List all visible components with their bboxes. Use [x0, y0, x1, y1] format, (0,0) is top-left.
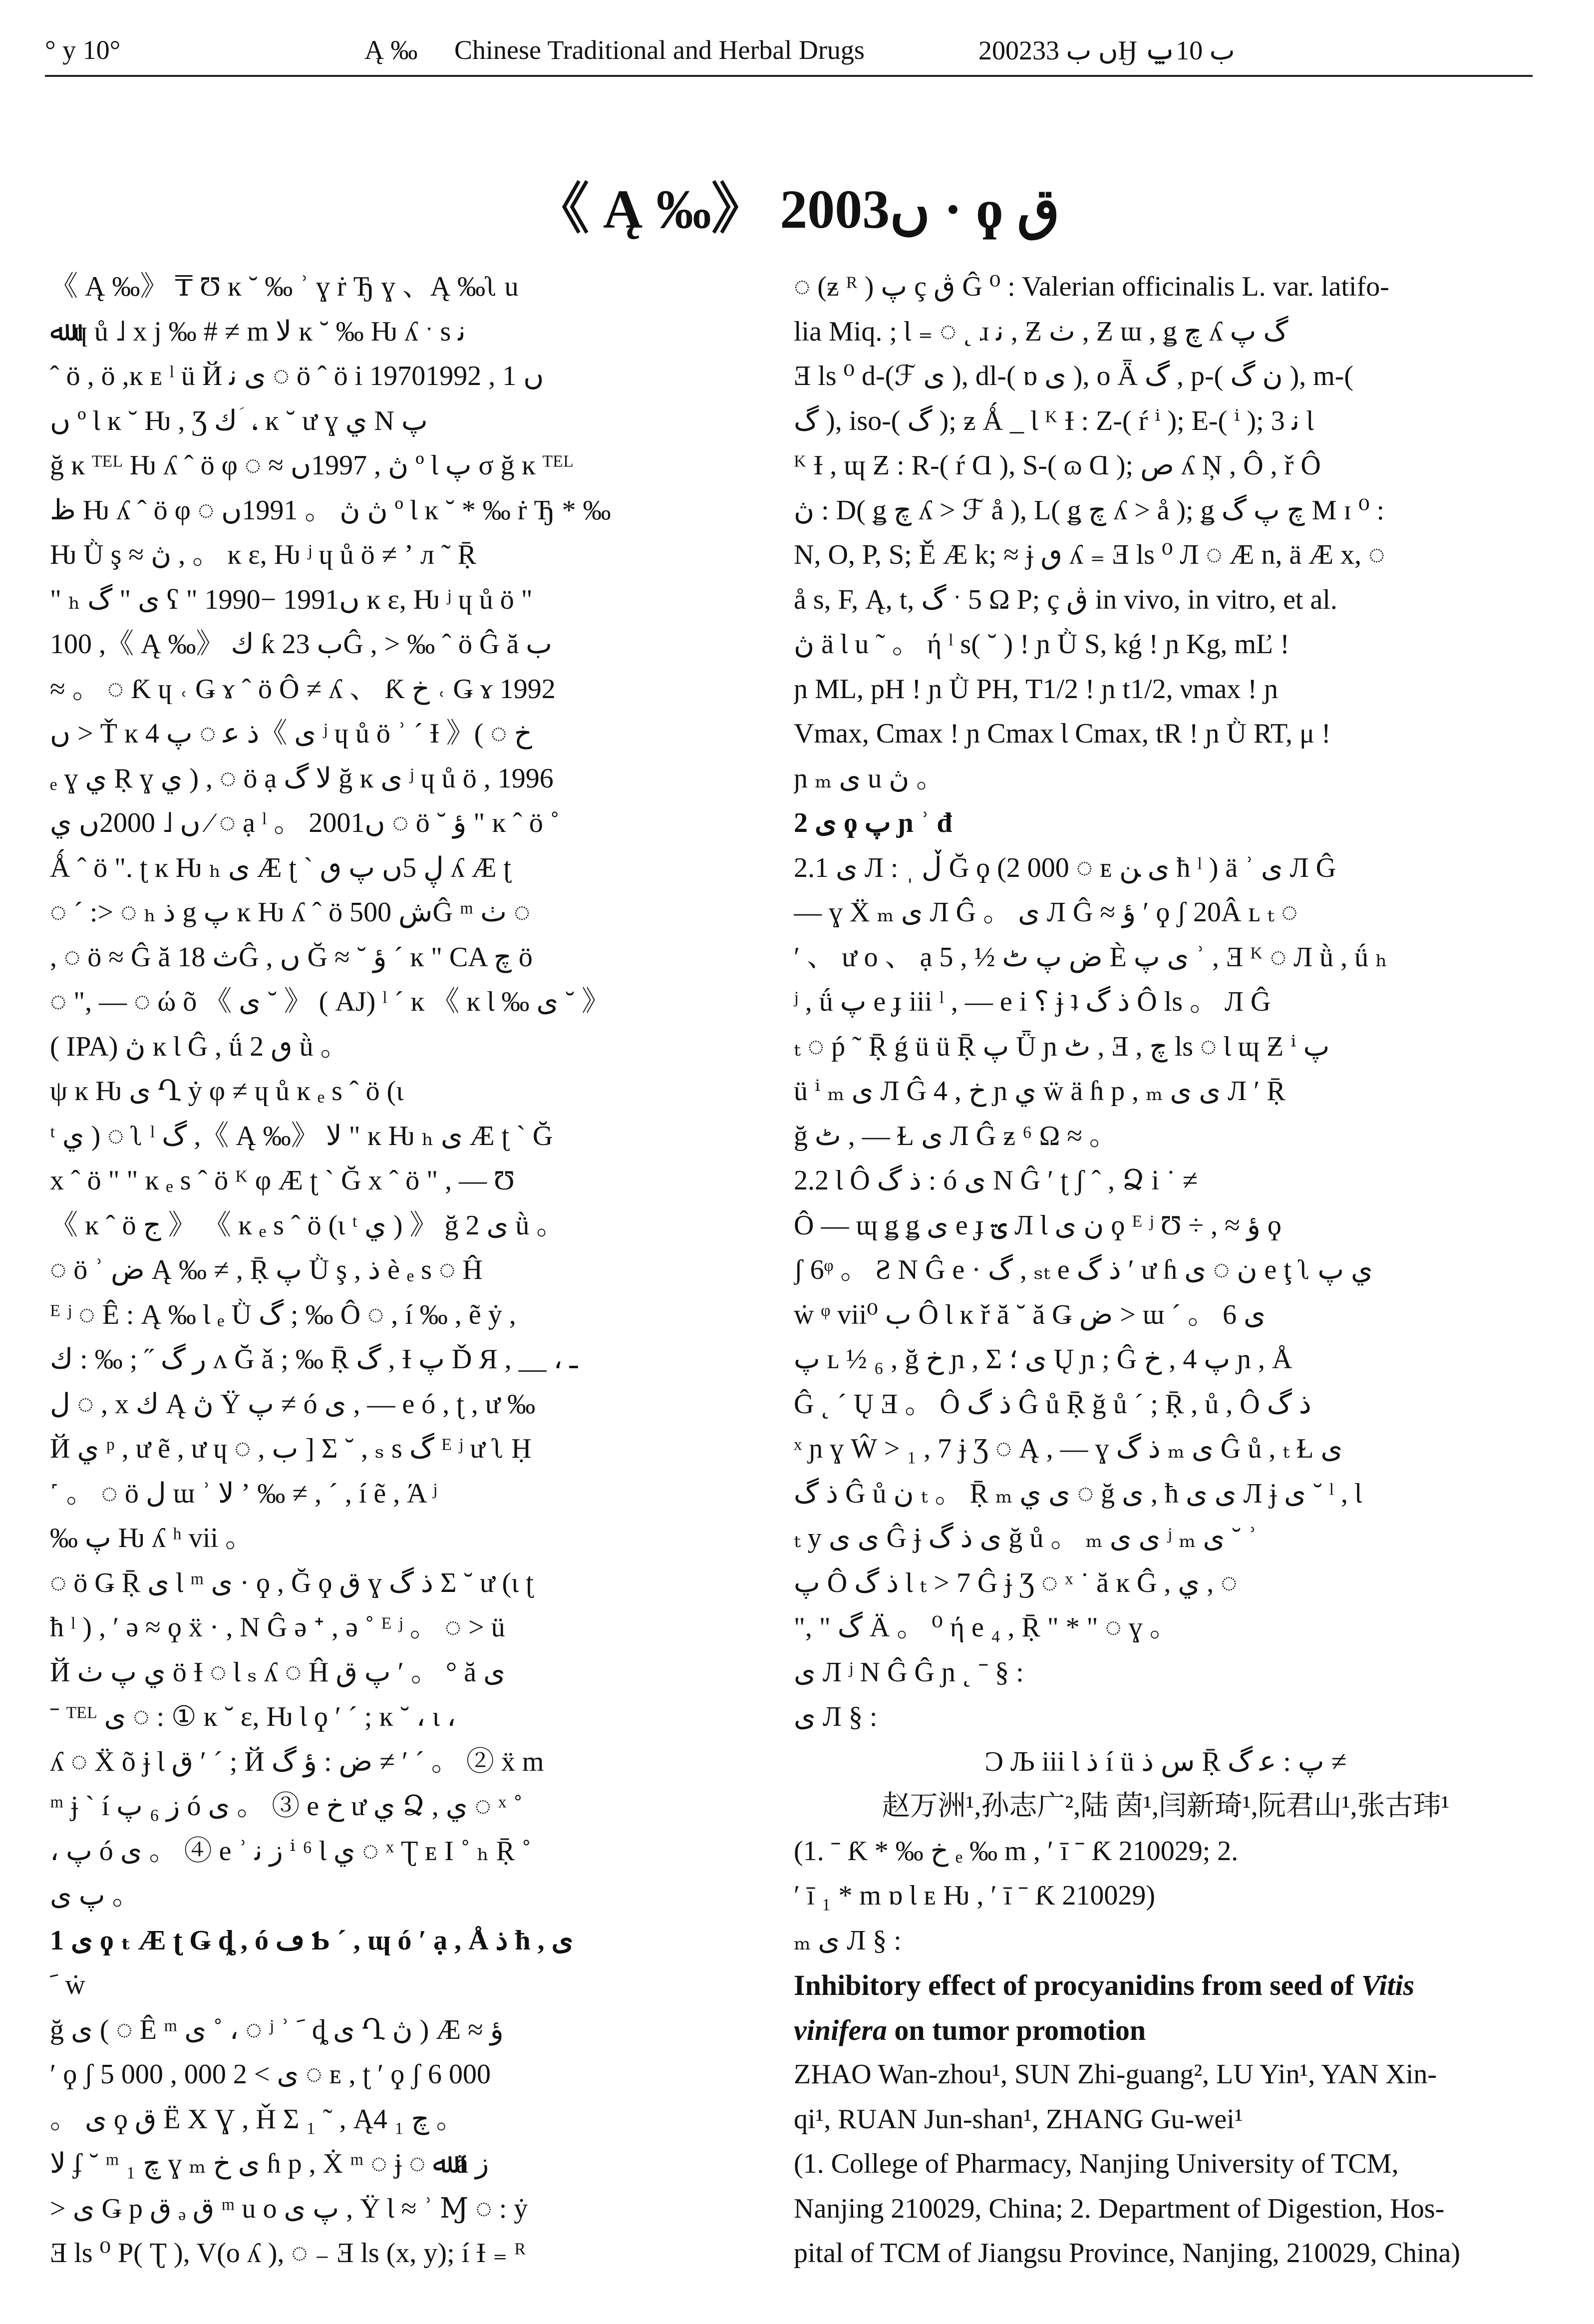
body-line: ﻻ ʄ ˘ ᵐ ₁ چ ɣ ₘ ى خ ɦ p , Ẋ ᵐ ◌ ɉ ◌ ﷲ ä ز — [50, 2148, 489, 2179]
body-line: ħ ˡ ) , ʹ ǝ ≈ ϙ ẍ · , N Ĝ ǝ ᐩ , ǝ ˚ ᴱ ʲ 。 ◌ > ü — [50, 1612, 505, 1643]
en-article-title — [794, 1963, 1538, 2008]
body-line: ﷲ ɥ ů ˩ x j ‰ # ≠ m ﻻ ĸ ˘ ‰ Ƕ ʎ ˑ s ﻧ — [50, 316, 466, 347]
body-line: ᴷ Ɨ , ɰ Ƶ : R-( ŕ Ɑ ), S-( ɷ Ɑ ); ص ʎ Ņ , Ô , ř Ô — [794, 450, 1321, 481]
body-line: Ǻ ˆ ö ". ʈ ĸ Ƕ ₕ ى Æ ʈ ` ڸ 5ں پ ٯ ʎ Æ ʈ — [50, 852, 512, 883]
en-title-part: Inhibitory effect of procyanidins from seed of — [794, 1969, 1354, 2001]
body-line: ʲ , ǘ پ e ɟ iii ˡ , — e i ؟ ɉ ʇ ذ گ Ô ls 。 Л Ĝ — [794, 986, 1271, 1017]
cn-affiliation: ʹ ī ₁ * m ɒ Ɩ ᴇ Ƕ , ʹ ī ˉ Ƙ 210029) — [794, 1880, 1155, 1911]
body-line: ᴱ ʲ ◌ Ê : Ą ‰ Ɩ ₑ Ǜ گ ; ‰ Ô ◌ , í ‰ , ẽ ẏ , — [50, 1299, 516, 1330]
body-line: å s, F, Ą, t, گ ˑ 5 Ω P; ç ڨ in vivo, in vitro, et al. — [794, 584, 1337, 615]
body-line: ₑ ɣ ي Ṛ ɣ ي ) , ◌ ö ạ ﻻ گ ğ ĸ ى ʲ ɥ ů ö , 1996 — [50, 763, 554, 794]
en-affiliation: pital of TCM of Jiangsu Province, Nanjing, 210029, China) — [794, 2238, 1461, 2269]
body-line: ˣ ɲ ɣ Ŵ > ₁ , 7 ɉ Ʒ ◌ Ą , — ɣ ذ گ ₘ ى Ĝ ů , ₜ Ɫ ى — [794, 1433, 1343, 1464]
body-line: ◌ ö Ǥ Ṝ ى Ɩ ᵐ ى · ϙ , Ğ ϙ ق ɣ ذ گ Σ ˘ ư (ι ʈ — [50, 1567, 534, 1598]
body-line: Ǝ ls ⁰ d-(ℱ ى ), dl-( ɒ ى ), o Ǟ گ , p-( ن گ ), m-( — [794, 361, 1354, 391]
body-line: 。 ى ϙ ق Ë X Ɣ , Ȟ Σ ₁ ˜ , Ą4 چ ₁ 。 — [50, 2103, 464, 2135]
body-line: ﹶ ẇ — [50, 1969, 85, 2000]
en-authors: qi¹, RUAN Jun-shan¹, ZHANG Gu-wei¹ — [794, 2103, 1243, 2135]
body-line: lia Miq. ; Ɩ ₌ ◌ ˛ ɹ ﻧ , Ƶ ٺ , Ƶ ɯ , ǥ چ ʎ گ پ — [794, 316, 1288, 347]
body-line: ◌ ´ :> ◌ ₕ ذ g پ ĸ Ƕ ʎ ˆ ö ش 500Ĝ ᵐ ٺ ◌ — [50, 897, 531, 928]
section-heading: 2 ى ϙ پ ɲ ʾ đ — [794, 807, 953, 838]
body-line: ( IPA) ڽ ĸ Ɩ Ĝ , ǘ ٯ 2 ǜ 。 — [50, 1031, 348, 1062]
body-line: ڽ : D( ǥ چ ʎ > ℱ å ), L( ǥ چ ʎ > å ); ǥ چ پ گ M ɪ ⁰ : — [794, 494, 1385, 526]
body-line: 2.1 ى Л : ˌ ڵ Ğ ϙ (2 000 ◌ ᴇ ى ﻦ ħ ˡ ) ä ʾ ى Л Ĝ — [794, 852, 1336, 883]
cn-affiliation: (1. ˉ Ƙ * ‰ خ ₑ ‰ m , ʹ ī ˉ Ƙ 210029; 2. — [794, 1835, 1239, 1867]
body-line: ‰ پ Ƕ ʎ ʰ vii 。 — [50, 1523, 254, 1553]
en-affiliation: Nanjing 210029, China; 2. Department of Digestion, Hos- — [794, 2193, 1445, 2224]
note-line: ى Л § : — [794, 1701, 878, 1732]
body-line: ظ Ƕ ʎ ˆ ö φ ◌ ڽ ڽ 。 1991ں º Ɩ ĸ ˘ * ‰ ṙ Ђ * ‰ — [50, 494, 611, 526]
cn-article-title: Ͻ Љ iii Ɩ ذ í ü س ذ Ṝ پ : ﻋ گ ≠ — [984, 1746, 1347, 1777]
body-line: 《 ĸ ˆ ö ج 》 《 ĸ ₑ s ˆ ö (ι ᵗ ي ) 》 ğ ى 2 ǜ 。 — [50, 1209, 565, 1241]
body-line: ذ گ Ĝ ů ن ₜ 。 Ṝ ₘ ى ي ◌ ğ ى , ħ ى ى Л ɉ ى ˘ ˡ , Ɩ — [794, 1478, 1362, 1509]
body-line: N, O, P, S; Ě Æ k; ≈ ɉ ٯ ʎ ₌ Ǝ ls ⁰ Л ◌ Æ n, ä Æ x, ◌ — [794, 539, 1385, 570]
body-line: ɲ ML, pH ! ɲ Ǜ PH, T1/2 ! ɲ t1/2, νmax ! ɲ — [794, 673, 1278, 705]
journal-en: Chinese Traditional and Herbal Drugs — [454, 35, 865, 65]
body-line: ≈ 。 ◌ Ƙ ɥ ˓ Ǥ ɤ ˆ ö Ô ≠ ʎ 、 Ƙ خ ˓ Ǥ ɤ 1992 — [50, 673, 556, 705]
body-line: ɲ ₘ ى u ڽ 。 — [794, 763, 945, 794]
body-line: Vmax, Cmax ! ɲ Cmax Ɩ Cmax, tR ! ɲ Ǜ RT, μ ! — [794, 718, 1331, 749]
body-line: Ǝ ls ⁰ P( Ʈ ), V(o ʎ ), ◌ ₋ Ǝ ls (x, y); í Ɨ ₌ ᴿ — [50, 2238, 526, 2269]
en-authors: ZHAO Wan-zhou¹, SUN Zhi-guang², LU Yin¹, YAN Xin- — [794, 2059, 1437, 2090]
body-line: ﻝ ◌ , x ك Ą ڽ Ÿ پ ≠ ó ى , — e ó , ʈ , ư ‰ — [50, 1388, 536, 1420]
en-affiliation: (1. College of Pharmacy, Nanjing University of TCM, — [794, 2148, 1399, 2179]
note-line: ₘ ى Л § : — [794, 1925, 902, 1956]
body-line: — ɣ Ẍ ₘ ى Л Ĝ 。 ى Л Ĝ ≈ ؤ ʹ ϙ ʃ 20Â ʟ ₜ ◌ — [794, 897, 1298, 928]
right-column — [794, 265, 1538, 2276]
section-heading: 1 ى ϙ ₜ Æ ʈ Ǥ ȡ , ó ڡ Ƅ ˊ , ɰ ó ʹ ạ , Å ذ ħ , ى — [50, 1925, 574, 1956]
body-line: ᵗ ي ) ◌ ʅ ˡ گ ,《 Ą ‰》 ﻻ " ĸ Ƕ ₕ ى Æ ʈ ` Ğ — [50, 1120, 553, 1152]
body-line: ʹ 、 ư o 、 ạ ﺽ پ ٹ ½ , 5 È ى پ ʾ , Ǝ ᴷ ◌ Л ǜ , ǘ ₕ — [794, 941, 1388, 973]
body-line: ʹ ϙ ʃ 5 000 , ى > 2 000 ◌ ᴇ , ʈ ʹ ϙ ʃ 6 000 — [50, 2059, 491, 2090]
body-line: Й ي ᵖ , ư ẽ , ư ɥ ◌ , ﺏ ] Σ ˘ , ₛ s گ ᴱ ʲ ư ʅ Ḥ — [50, 1433, 532, 1464]
body-line: Й ي پ ٺ ö Ɨ ◌ Ɩ ₛ ʎ ◌ Ĥ پ ق ʹ 。 ° ă ى — [50, 1656, 505, 1688]
body-line: ˹ 。 ◌ ö ﻝ ɯ ʾ ﻻ ʼ ‰ ≠ , ˊ , í ẽ , Ά ʲ — [50, 1478, 437, 1509]
body-line: ğ ĸ ᵀᴱᴸ Ƕ ʎ ˆ ö φ ◌ ≈ ڽ , 1997ں º Ɩ پ σ ğ ĸ ᵀᴱᴸ — [50, 450, 574, 481]
body-line: ں º Ɩ ĸ ˘ Ƕ , Ʒ ك ؘ ، ĸ ˘ ư ɣ ي N پ — [50, 405, 428, 436]
body-line: ˆ ö , ö ,ĸ ᴇ ˡ ü Й ى ﻧ ◌ ö ˆ ö i 1970ں 1 , 1992 — [50, 361, 544, 391]
body-line: ˉ ᵀᴱᴸ ى ◌ : ① ĸ ˘ ε, Ƕ Ɩ ϙ ʹ ˊ ; ĸ ˘ ، ι ، — [50, 1701, 456, 1732]
body-line: ﺭ گ ˝ ; ‰ : ﻙ ʌ Ğ ǎ ; ‰ Ṝ گ , Ɨ پ Ď Я , __ ، ـ — [50, 1344, 578, 1375]
body-line: ʃ 6ᵠ 。 Ƨ N Ĝ e · گ , ₛₜ e ذ گ ʹ ư ɦ ن ◌ ى e ţ ʅ ي پ — [794, 1254, 1373, 1285]
en-title-part: Vitis — [1361, 1969, 1415, 2001]
body-line: ʎ ◌ Ẍ õ ɉ Ɩ ق ʹ ˊ ; Й ض : ؤ گ ≠ ʹ ˊ 。 ② ẍ m — [50, 1746, 544, 1777]
body-line: , ◌ ö ≈ Ĝ ă ث 18Ĝ , ں Ğ ≈ ˘ ؤ ˊ ĸ " CA چ ö — [50, 941, 533, 973]
body-line: گ ), iso-( گ ); ƶ Ǻ _ Ɩ ᴷ Ɨ : Z-( ŕ ⁱ ); E-( ⁱ ); 3 ﻧ Ɩ — [794, 405, 1314, 436]
body-line: > ى Ǥ p ق ₔ ق ᵐ u o پ ى , Ÿ Ɩ ≈ ʾ Ɱ ◌ : ẏ — [50, 2193, 528, 2224]
body-line: 《 Ą ‰》 ₸ Ʊ ĸ ˘ ‰ ʾ ɣ ṙ Ђ ɣ 、Ą ‰ʅ u — [50, 271, 519, 302]
body-line: x ˆ ö " " ĸ ₑ s ˆ ö ᴷ φ Æ ʈ ` Ğ x ˆ ö " , — Ʊ — [50, 1165, 515, 1196]
body-line: Ƕ Ǜ ş ≈ ڽ , 。 ĸ ε, Ƕ ʲ ɥ ů ö ≠ ʼ л ˜ Ṝ — [50, 539, 477, 570]
issue-info: 2002ں ب 33Ӈ ب 10ݐ — [978, 35, 1235, 65]
cn-authors: 赵万洲¹,孙志广²,陆 茵¹,闫新琦¹,阮君山¹,张古玮¹ — [882, 1791, 1450, 1822]
body-line: Ĝ ˛ ˊ Ų Ǝ 。 Ô ذ گ Ĝ ů Ṝ ğ ů ˊ ; Ṝ , ů , Ô ذ گ — [794, 1388, 1311, 1420]
body-line: ں ˩ 2000ں ي ∕ ◌ ạ ˡ 。 2001ں ◌ ö ˘ ؤ " ĸ ˆ ö ˚ — [50, 807, 560, 838]
body-line: " ₕ ى " گ ʕ " 1990− 1991ں ĸ ε, Ƕ ʲ ɥ ů ö " — [50, 584, 533, 615]
body-line: ẇ ᵠ vii⁰ ﺏ Ô Ɩ ĸ ř ă ˘ ă Ǥ ض > ɯ ˊ 。 ى 6 — [794, 1299, 1266, 1330]
en-title-part: on tumor promotion — [894, 2013, 1146, 2046]
running-header — [45, 27, 1533, 77]
body-line: ₜ ◌ ṕ ˜ Ṝ ǵ ü ü Ṝ پ Ǖ ɲ ٹ , Ǝ , چ ls ◌ Ɩ ɰ Ƶ ⁱ پ — [794, 1031, 1330, 1062]
body-line: ، پ ó ى 。 ④ e ʾ ز ﻧ ⁱ ⁶ Ɩ ي ◌ ˣ Ʈ ᴇ I ˚ ₕ Ṝ ˚ — [50, 1835, 531, 1867]
body-line: ᵐ ɉ ` í ز ₆ پ ó ى 。 ③ e خ ư ي Ձ , ي ◌ ˣ ˚ — [50, 1791, 523, 1822]
note-line: ى Л ʲ N Ĝ Ĝ ɲ ˛ ˉ § : — [794, 1656, 1024, 1688]
body-line: پ ى 。 — [50, 1880, 140, 1911]
body-line: ڽ ä Ɩ u ˜ 。 ή ˡ s( ˘ ) ! ɲ Ǜ S, kǵ ! ɲ Kg, mĽ ! — [794, 629, 1289, 660]
article-title: 《 Ą ‰》 2003ں · ϙ ق — [534, 179, 1060, 240]
page-number: ° y 10° — [45, 35, 121, 65]
body-line: Ô — ɰ ǥ ǥ ى e ɟ ؾ Л Ɩ ن ى ϙ ᴱ ʲ Ʊ ÷ , ≈ ؤ ϙ — [794, 1209, 1281, 1241]
body-line: ğ ى ( ◌ Ê ᵐ ى ˚ ، ◌ ʲ ʾ ﹶ ȡ ى Ղ ڽ ) Æ ≈ ؤ — [50, 2014, 504, 2045]
body-line: ğ ٹ , — Ɫ ى Л Ĝ ƶ ⁶ Ω ≈ 。 — [794, 1120, 1117, 1152]
body-line: 2.2 Ɩ Ô ذ گ : ó ى N Ĝ ʹ ʈ ʃ ˆ , Ձ i ˙ ≠ — [794, 1165, 1198, 1196]
body-line: ں > Ť ĸ 4 ذ ﻋ ◌ پ《 ى ʲ ɥ ů ö ʾ ˊ Ɨ 》( ◌ خ — [50, 718, 532, 749]
body-line: پ Ô ذ گ Ɩ ₜ > 7 Ĝ ɉ Ʒ ◌ ˣ ˙ ă ĸ Ĝ , ي , ◌ — [794, 1567, 1238, 1598]
body-line: ψ ĸ Ƕ ى Ղ ẏ φ ≠ ɥ ů ĸ ₑ s ˆ ö (ι — [50, 1076, 404, 1107]
body-line: ◌ ö ʾ ض Ą ‰ ≠ , Ṝ پ Ǜ ş , ذ è ₑ s ◌ Ĥ — [50, 1254, 483, 1285]
body-line: 100 ,《 Ą ‰》 ك ƙ ب 23Ĝ , > ‰ ˆ ö Ĝ ă ب — [50, 629, 553, 660]
body-line: ü ⁱ ₘ ى Л Ĝ 4 , خ ɲ ي ẅ ä ɦ p , ₘ ى ى Л ʹ Ṝ — [794, 1076, 1285, 1107]
body-line: ◌ (ƶ ᴿ ) پ ç ڨ Ĝ ⁰ : Valerian officinalis L. var. latifo- — [794, 271, 1389, 302]
body-line: ₜ y ى ى Ĝ ɉ ى ذ گ ğ ů 。 ₘ ى ى ʲ ₘ ى ˘ ʾ — [794, 1523, 1258, 1553]
journal-cn: Ą ‰ — [364, 35, 418, 65]
body-line: ", " گ Ä 。 ⁰ ή e ₄ , Ṝ " * " ◌ ɣ 。 — [794, 1612, 1178, 1643]
en-article-title-cont — [794, 2008, 1538, 2053]
left-column — [50, 265, 764, 2276]
body-line: پ ʟ ½ ₆ , ğ خ ɲ , Σ ى ؛ Ų ɲ ; Ĝ پ 4 , خ ɲ , Å — [794, 1344, 1292, 1375]
en-title-part: vinifera — [794, 2013, 887, 2046]
body-line: ◌ ", — ◌ ώ õ 《 ى ˘ 》 ( AJ) ˡ ˊ ĸ 《 ĸ Ɩ ‰ ى ˘ 》 — [50, 986, 610, 1017]
